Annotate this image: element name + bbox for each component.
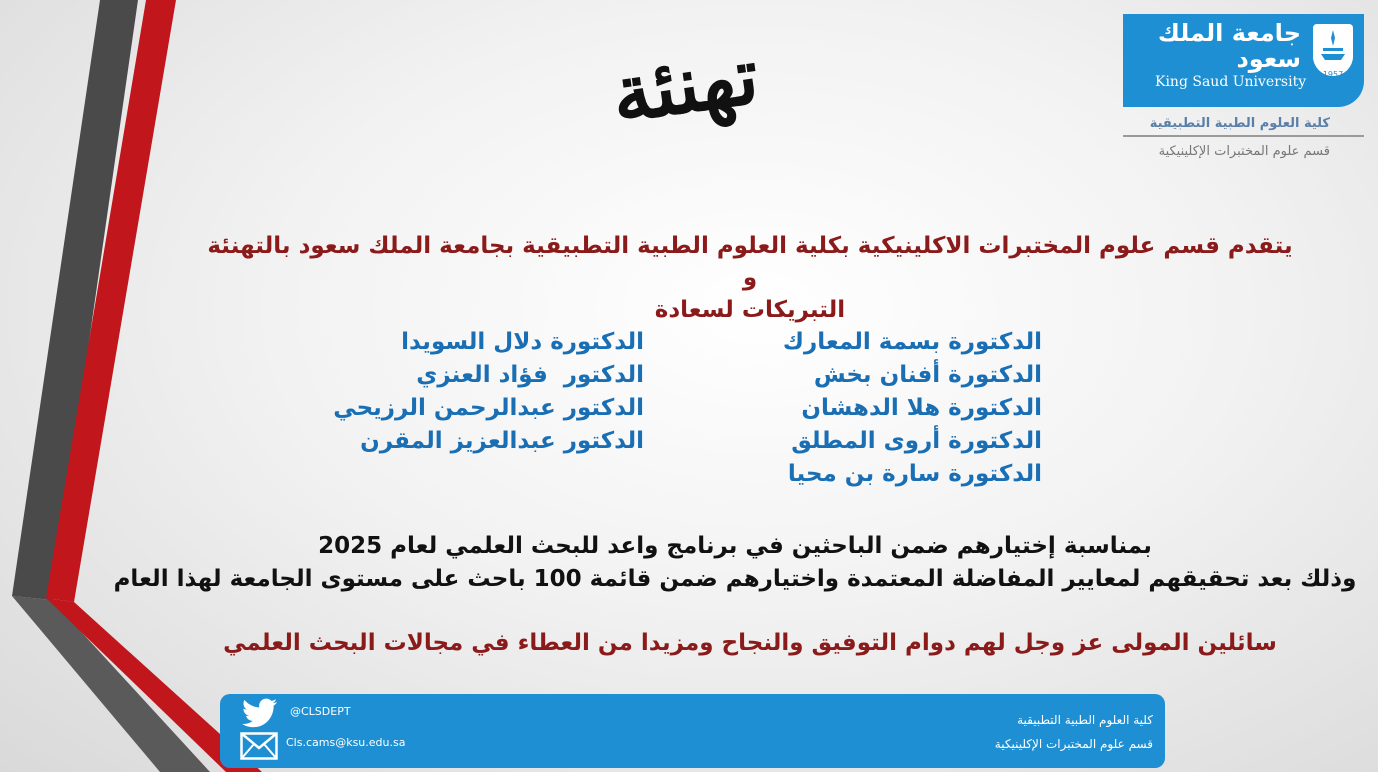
twitter-icon[interactable]: [242, 698, 278, 728]
names-right-column: [682, 326, 1042, 491]
names-left-column: [264, 326, 644, 458]
footer-bar: [220, 694, 1165, 768]
occasion-text: [100, 530, 1370, 596]
logo-divider: [1123, 135, 1364, 137]
page-title: تهنئة: [606, 30, 764, 141]
occasion-line-2: وذلك بعد تحقيقهم لمعايير المفاضلة المعتمدة واختيارهم ضمن قائمة 100 باحث على مستوى الجامعة لهذا العام: [113, 566, 1357, 592]
twitter-handle[interactable]: @CLSDEPT: [290, 705, 351, 718]
name-item: الدكتورة هلا الدهشان: [801, 395, 1042, 421]
university-seal-icon: [1313, 24, 1353, 76]
logo-english-name: King Saud University: [1155, 74, 1307, 90]
logo-arabic-name: جامعة الملك سعود: [1157, 19, 1301, 73]
footer-department: قسم علوم المختبرات الإكلينيكية: [994, 737, 1153, 751]
name-item: الدكتورة أروى المطلق: [791, 428, 1042, 454]
logo-department-name: قسم علوم المختبرات الإكلينيكية: [1158, 144, 1330, 159]
intro-text: [200, 230, 1300, 326]
name-item: الدكتورة بسمة المعارك: [782, 329, 1042, 355]
name-item: الدكتورة دلال السويدا: [401, 329, 644, 355]
mail-icon[interactable]: [240, 732, 278, 760]
name-item: الدكتور عبدالعزيز المقرن: [360, 428, 644, 454]
occasion-line-1: بمناسبة إختيارهم ضمن الباحثين في برنامج واعد للبحث العلمي لعام 2025: [318, 533, 1152, 559]
name-item: الدكتور فؤاد العنزي: [416, 362, 644, 388]
seal-year: 1957: [1322, 70, 1344, 79]
gray-diagonal: [12, 596, 210, 772]
name-item: الدكتورة سارة بن محيا: [787, 461, 1042, 487]
intro-line-1: يتقدم قسم علوم المختبرات الاكلينيكية بكلية العلوم الطبية التطبيقية بجامعة الملك سعود بالتهنئة و: [207, 233, 1293, 291]
logo-college-name: كلية العلوم الطبية التطبيقية: [1149, 116, 1330, 131]
intro-line-2: التبريكات لسعادة: [654, 297, 846, 323]
name-item: الدكتورة أفنان بخش: [813, 362, 1042, 388]
name-item: الدكتور عبدالرحمن الرزيحي: [333, 395, 644, 421]
university-logo: [1123, 14, 1364, 107]
contact-email[interactable]: Cls.cams@ksu.edu.sa: [286, 736, 406, 749]
closing-text: سائلين المولى عز وجل لهم دوام التوفيق والنجاح ومزيدا من العطاء في مجالات البحث العلمي: [223, 630, 1277, 656]
footer-college: كلية العلوم الطبية التطبيقية: [1017, 713, 1153, 727]
